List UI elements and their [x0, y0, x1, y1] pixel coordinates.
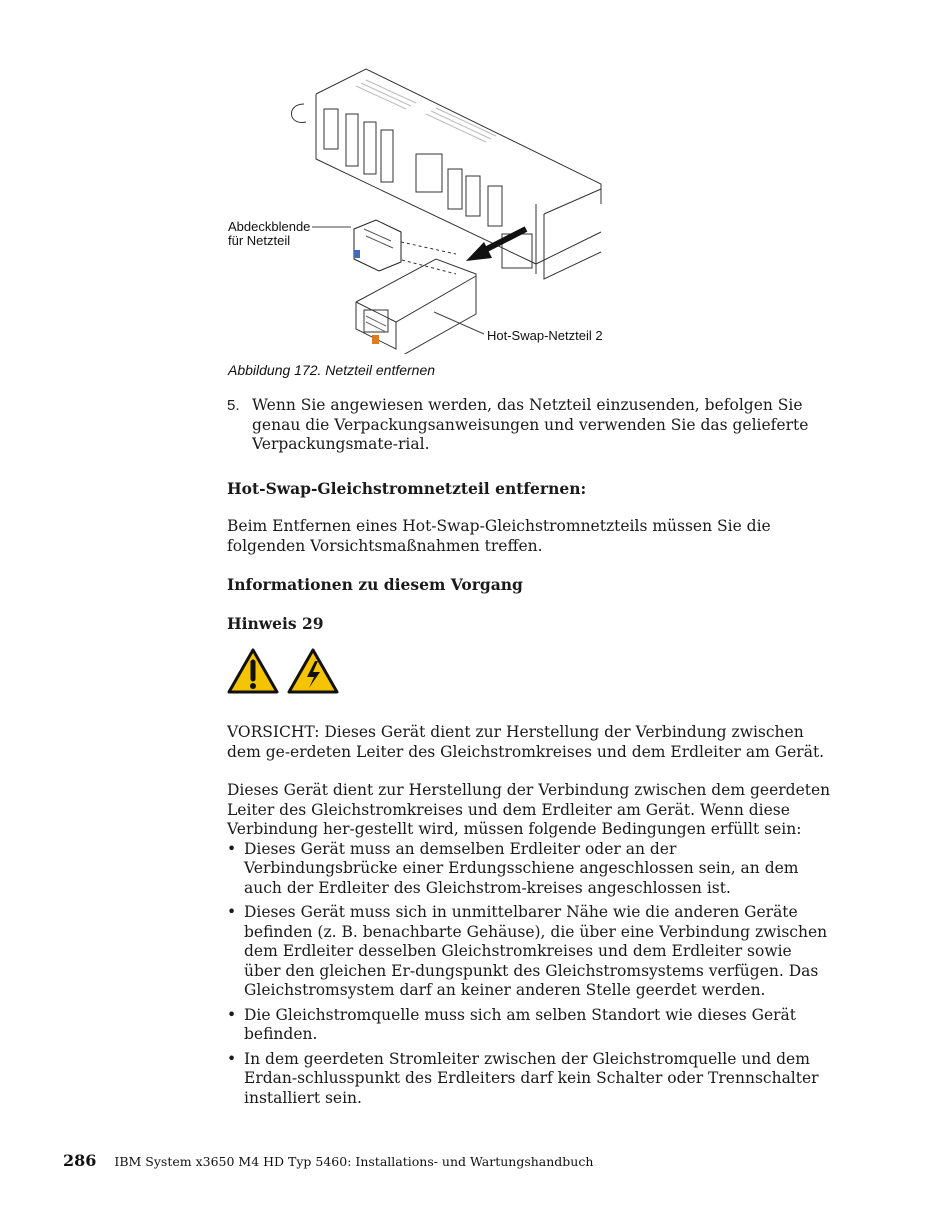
list-item: • Dieses Gerät muss sich in unmittelbarer Nähe wie die anderen Geräte befinden (z. B. benachbarte Gehäuse), die über eine Verbindung zwischen dem Erdleiter desselben Gleichstromkreises und dem Erdleiter sowie über den gleichen Er-dungspunkt des Gleichstromsystems verfügen. Das Gleichstromsystem darf an keiner anderen Stelle geerdet werden.	[227, 903, 832, 1001]
step-number: 5.	[227, 397, 240, 414]
figure-caption: Abbildung 172. Netzteil entfernen	[228, 362, 436, 378]
server-illustration	[226, 64, 606, 354]
grounding-paragraph: Dieses Gerät dient zur Herstellung der Verbindung zwischen dem geerdeten Leiter des Gleichstromkreises und dem Erdleiter am Gerät. Wenn diese Verbindung her-gestellt wird, müssen folgende Bedingungen erfüllt sein:	[227, 781, 831, 838]
step-5	[227, 396, 832, 455]
page-footer	[63, 1151, 593, 1170]
psu-removal-illustration	[226, 64, 606, 354]
list-item: • In dem geerdeten Stromleiter zwischen der Gleichstromquelle und dem Erdan-schlusspunkt des Erdleiters darf kein Schalter oder Trennschalter installiert sein.	[227, 1050, 832, 1109]
callout-psu: Hot-Swap-Netzteil 2	[487, 328, 603, 343]
caution-text: VORSICHT: Dieses Gerät dient zur Herstellung der Verbindung zwischen dem ge-erdeten Leiter des Gleichstromkreises und dem Erdleiter am Gerät.	[227, 723, 825, 761]
callout-cover-line-1: Abdeckblende	[228, 219, 311, 234]
info-heading: Informationen zu diesem Vorgang	[227, 575, 523, 594]
hazard-icons	[227, 647, 832, 697]
notice-heading: Hinweis 29	[227, 613, 324, 633]
psu-latch	[372, 335, 379, 344]
conditions-list	[227, 840, 832, 1109]
section-heading: Hot-Swap-Gleichstromnetzteil entfernen:	[227, 478, 587, 498]
list-item: • Dieses Gerät muss an demselben Erdleiter oder an der Verbindungsbrücke einer Erdungsschiene angeschlossen sein, an dem auch der Erdleiter des Gleichstrom-kreises angeschlossen ist.	[227, 840, 832, 899]
removal-arrow	[466, 229, 526, 261]
warning-icon	[227, 647, 279, 697]
cover-tab	[354, 250, 360, 258]
main-content	[227, 396, 832, 1108]
electrical-hazard-icon	[287, 647, 339, 697]
footer-title: IBM System x3650 M4 HD Typ 5460: Installations- und Wartungshandbuch	[114, 1154, 594, 1169]
step-text: Wenn Sie angewiesen werden, das Netzteil einzusenden, befolgen Sie genau die Verpackungsanweisungen und verwenden Sie das gelieferte Verpackungsmate-rial.	[252, 396, 809, 453]
list-item: • Die Gleichstromquelle muss sich am selben Standort wie dieses Gerät befinden.	[227, 1006, 832, 1045]
section-intro: Beim Entfernen eines Hot-Swap-Gleichstromnetzteils müssen Sie die folgenden Vorsichtsmaßnahmen treffen.	[227, 517, 771, 555]
callout-cover-line-2: für Netzteil	[228, 233, 291, 248]
callout-cover-plate	[228, 220, 310, 248]
page-number: 286	[63, 1151, 97, 1170]
